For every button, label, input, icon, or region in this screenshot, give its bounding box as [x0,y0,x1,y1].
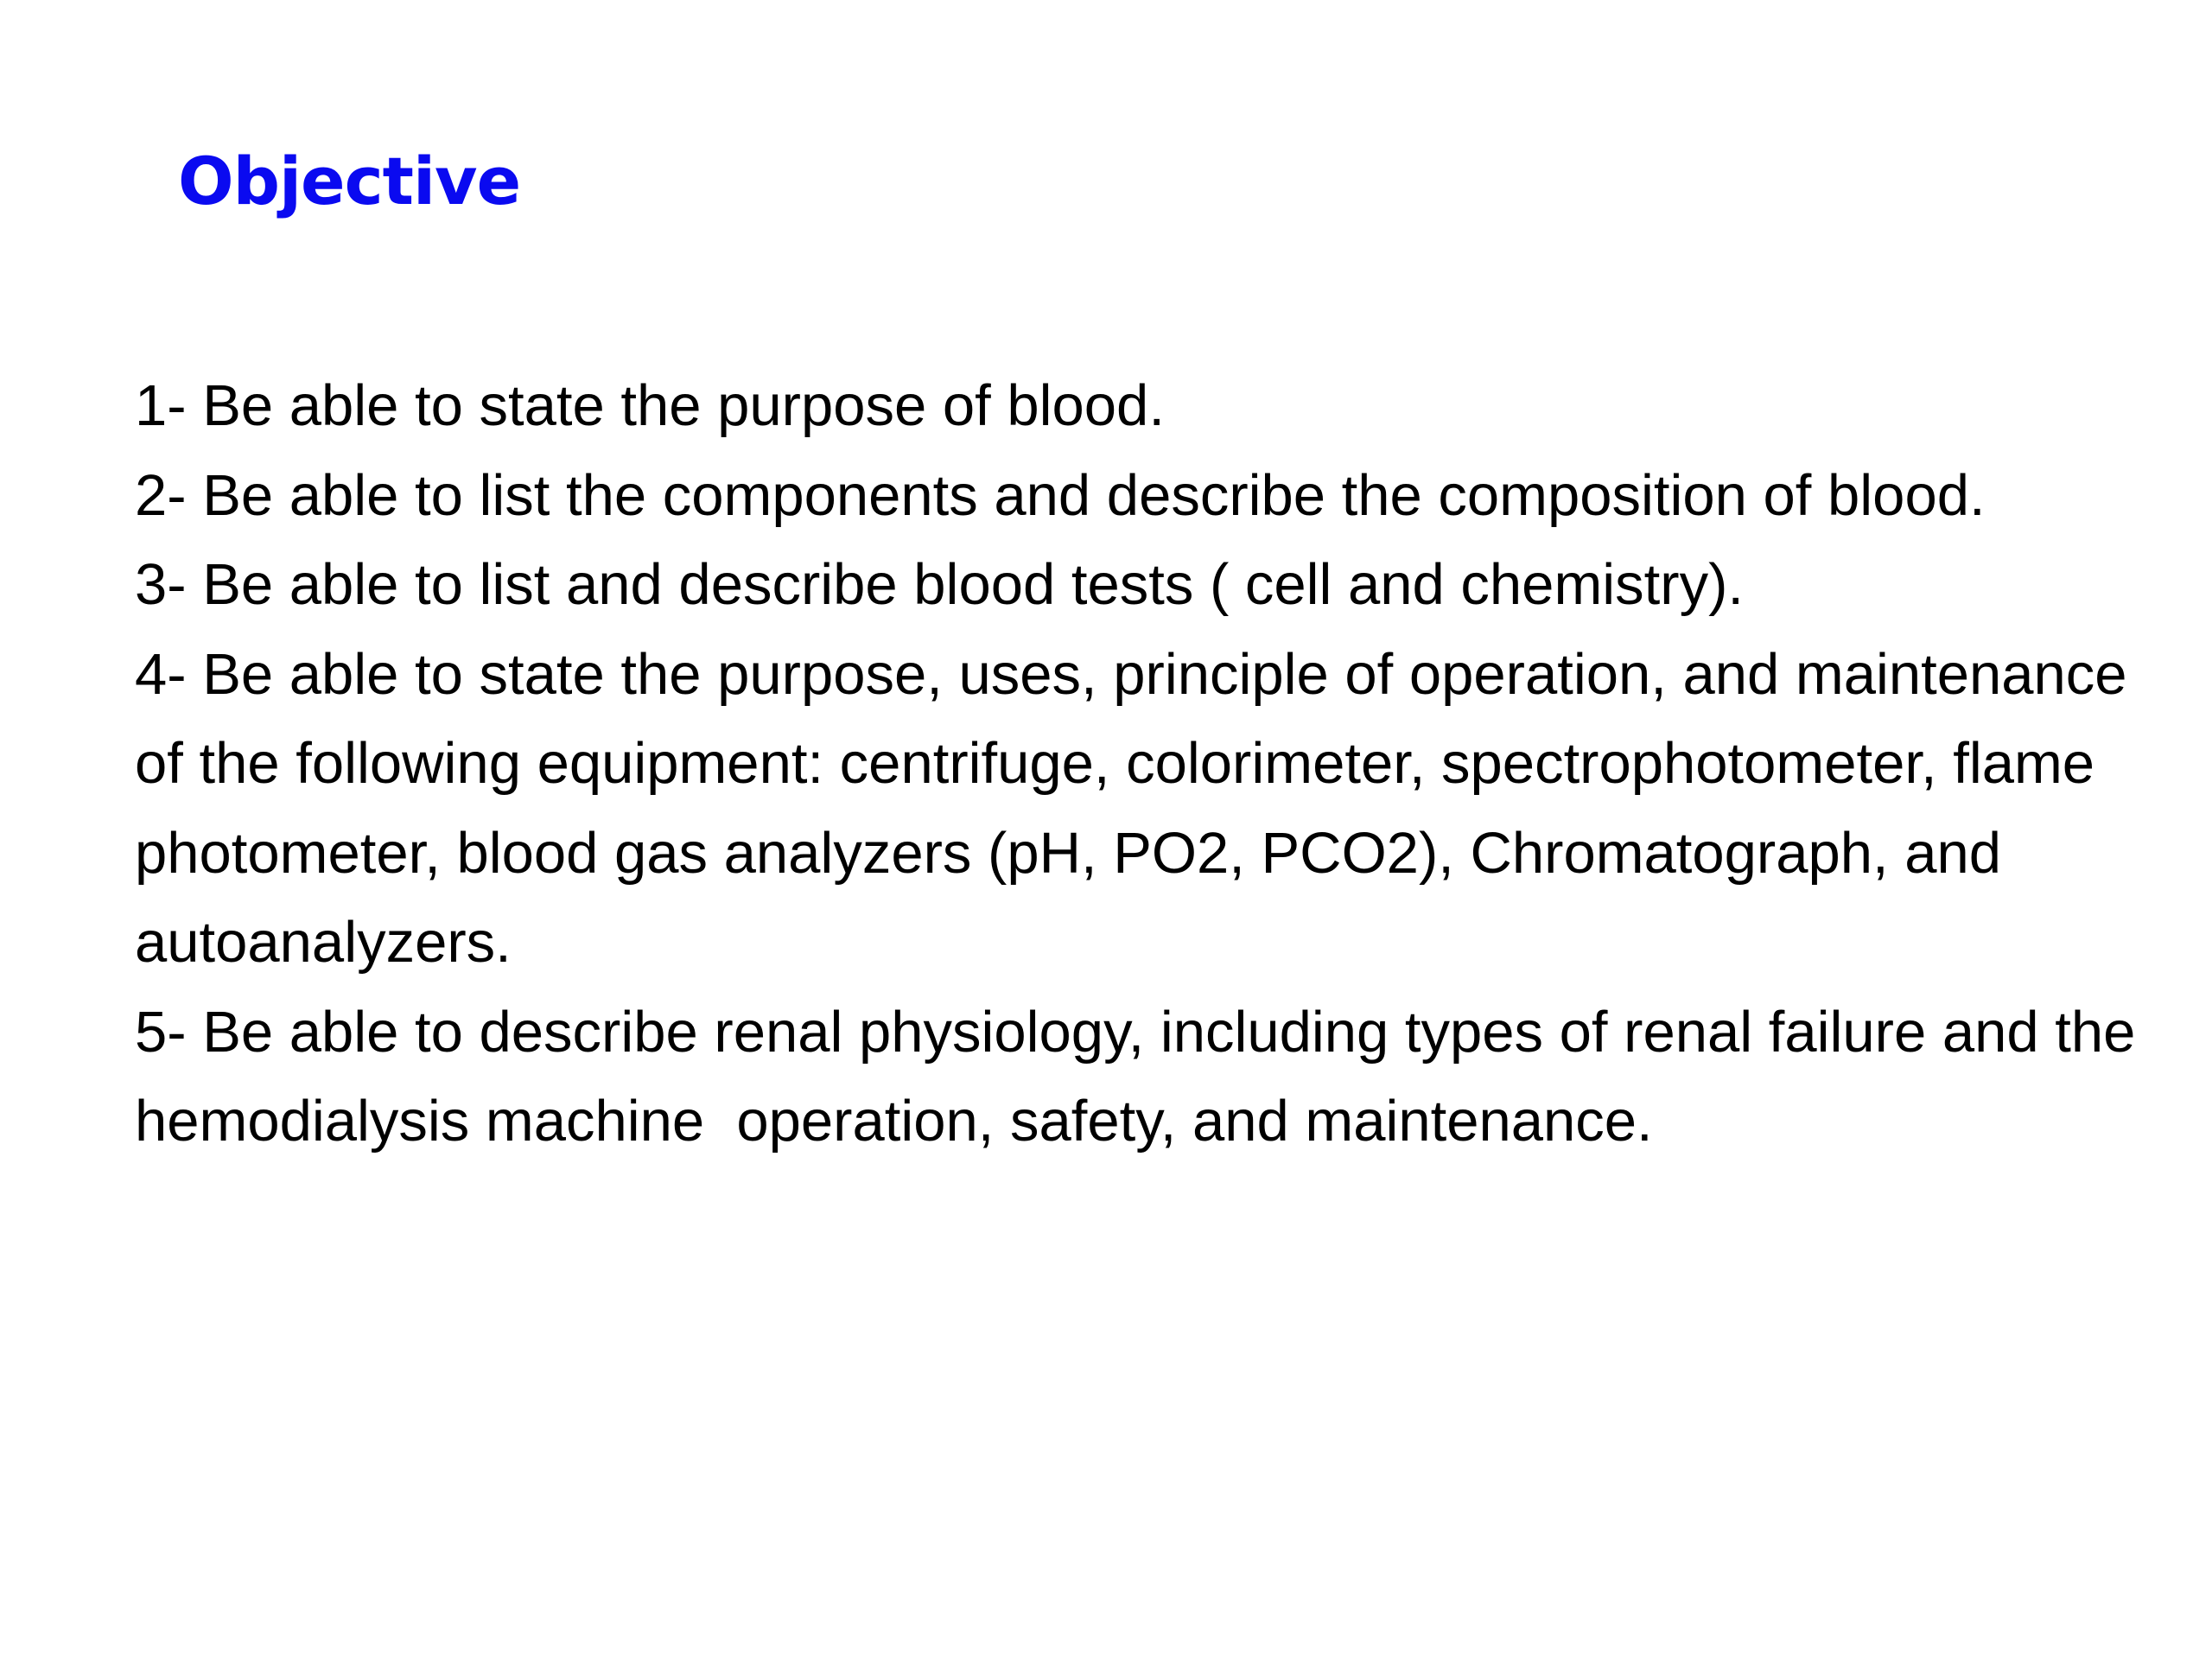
objective-item-1: 1- Be able to state the purpose of blood. [135,373,1165,438]
objective-item-3: 3- Be able to list and describe blood tests ( cell and chemistry). [135,552,1744,617]
objectives-list [135,361,2152,1166]
objective-item-4: 4- Be able to state the purpose, uses, principle of operation, and maintenance of the following equipment: centrifuge, colorimeter, spectrophotometer, flame photometer, blood gas analyzers (pH, PO2, PCO2), Chromatograph, and autoanalyzers. [135,641,2144,975]
slide-title: Objective [178,143,521,219]
objective-item-5: 5- Be able to describe renal physiology, including types of renal failure and the hemodialysis machine operation, safety, and maintenance. [135,999,2152,1154]
objective-item-2: 2- Be able to list the components and describe the composition of blood. [135,462,1986,528]
